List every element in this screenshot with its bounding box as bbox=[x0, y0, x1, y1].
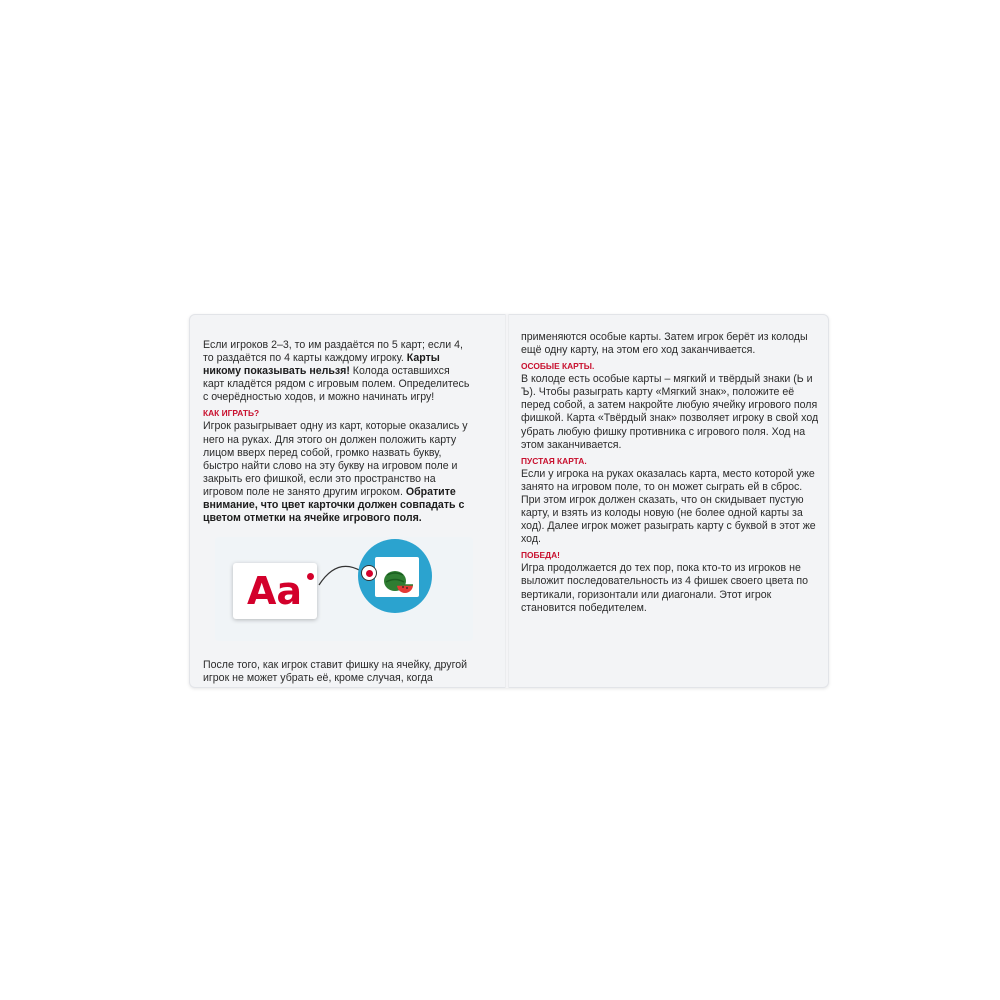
right-page bbox=[507, 314, 829, 688]
heading-how-to-play: КАК ИГРАТЬ? bbox=[203, 408, 260, 419]
intro-paragraph: Если игроков 2–3, то им раздаётся по 5 карт; если 4, то раздаётся по 4 карты каждому игроку. Карты никому показывать нельзя! Колода оставшихся карт кладётся рядом с игровым полем. Определитесь с очерёдностью ходов, и можно начинать игру! bbox=[203, 339, 470, 404]
heading-empty-card: ПУСТАЯ КАРТА. bbox=[521, 455, 587, 466]
letter-card bbox=[233, 563, 317, 619]
card-placement-illustration bbox=[203, 531, 473, 659]
empty-card-paragraph: Если у игрока на руках оказалась карта, место которой уже занято на игровом поле, то он может сыграть ей в сброс. При этом игрок должен сказать, что он скидывает пустую карту, и взять из колоды новую (не более одной карты за ход). Далее игрок может разыграть карту с буквой в этот же ход. bbox=[521, 467, 816, 546]
no-show-cards-warning: Карты никому показывать нельзя! bbox=[203, 352, 440, 378]
rules-booklet bbox=[189, 314, 829, 688]
color-match-note: Обратите внимание, что цвет карточки должен совпадать с цветом отметки на ячейке игрового поля. bbox=[203, 485, 465, 525]
heading-victory: ПОБЕДА! bbox=[521, 550, 560, 561]
left-page bbox=[189, 314, 507, 688]
watermelon-icon bbox=[375, 557, 419, 597]
heading-special-cards: ОСОБЫЕ КАРТЫ. bbox=[521, 361, 595, 372]
continuation-paragraph: применяются особые карты. Затем игрок берёт из колоды ещё одну карту, на этом его ход заканчивается. bbox=[521, 331, 808, 357]
how-to-play-paragraph: Игрок разыгрывает одну из карт, которые оказались у него на руках. Для этого он должен положить карту лицом вверх перед собой, громко назвать букву, быстро найти слово на эту букву на игровом поле и закрыть его фишкой, если это пространство на игровом поле не занято другим игроком. Обратите внимание, что цвет карточки должен совпадать с цветом отметки на ячейке игрового поля. bbox=[203, 420, 468, 525]
special-cards-paragraph: В колоде есть особые карты – мягкий и твёрдый знаки (Ь и Ъ). Чтобы разыграть карту «Мягкий знак», положите её перед собой, а затем накройте любую ячейку игрового поля фишкой. Карта «Твёрдый знак» позволяет игроку в свой ход убрать любую фишку противника с игрового поля. Ход на этом заканчивается. bbox=[521, 373, 819, 451]
victory-paragraph: Игра продолжается до тех пор, пока кто-то из игроков не выложит последовательность из 4 фишек своего цвета по вертикали, горизонтали или диагонали. Этот игрок становится победителем. bbox=[521, 562, 808, 614]
card-color-mark bbox=[307, 573, 314, 580]
letter-card-text: Аа bbox=[247, 569, 303, 614]
closing-paragraph: После того, как игрок ставит фишку на ячейку, другой игрок не может убрать её, кроме случая, когда bbox=[203, 659, 468, 685]
